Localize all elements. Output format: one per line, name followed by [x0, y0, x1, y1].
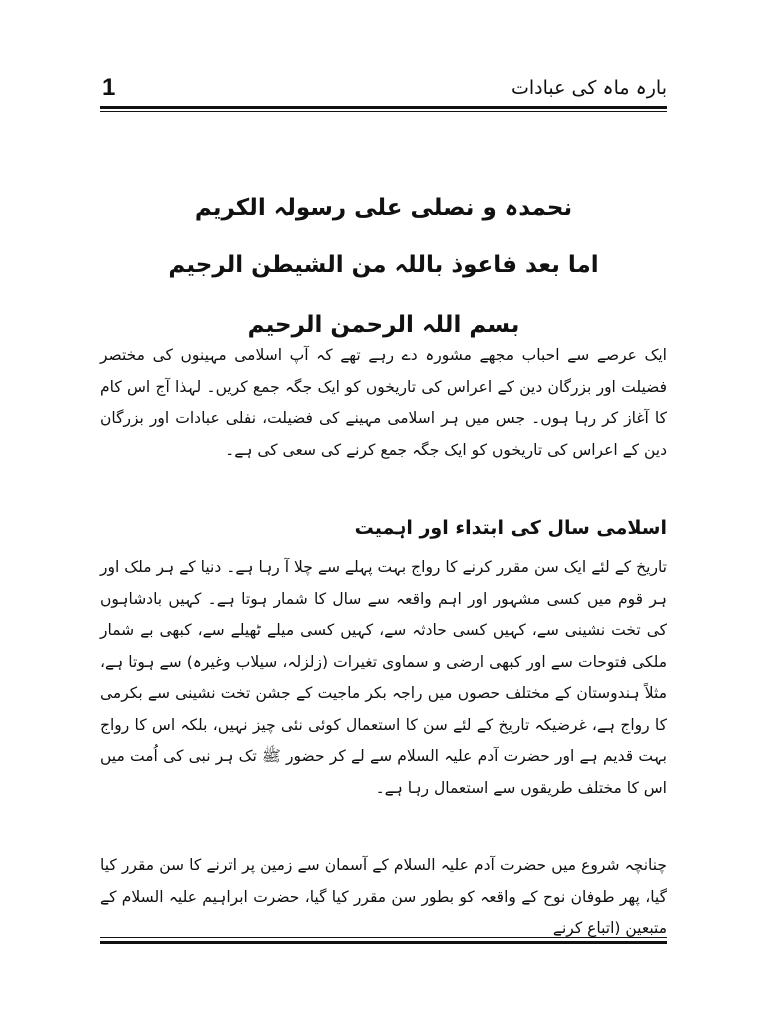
opening-praise-heading: نحمدہ و نصلی علی رسولہ الکریم [194, 195, 573, 221]
footer-rule-thick [100, 941, 667, 944]
section-paragraph: تاریخ کے لئے ایک سن مقرر کرنے کا رواج بہت پہلے سے چلا آ رہا ہے۔ دنیا کے ہر ملک اور ہر قوم میں کسی مشہور اور اہم واقعہ سے سال کا شمار ہوتا ہے۔ کہیں بادشاہوں کی تخت نشینی سے، کہیں کسی حادثہ سے، کہیں کسی میلے ٹھیلے سے، کبھی بے شمار ملکی فتوحات سے اور کبھی ارضی و سماوی تغیرات (زلزلہ، سیلاب وغیرہ) سے ہوتا ہے، مثلاً ہندوستان کے مختلف حصوں میں راجہ بکر ماجیت کے جشن تخت نشینی سے بکرمی کا رواج ہے، غرضیکہ تاریخ کے لئے سن کا استعمال کوئی نئی چیز نہیں، بلکہ اس کا رواج بہت قدیم ہے اور حضرت آدم علیہ السلام سے لے کر حضور ﷺ تک ہر نبی کی اُمت میں اس کا مختلف طریقوں سے استعمال رہا ہے۔ [100, 558, 667, 797]
footer-rule-thin [100, 937, 667, 938]
header-rule-thin [100, 111, 667, 112]
page-header [100, 70, 667, 106]
intro-paragraph: ایک عرصے سے احباب مجھے مشورہ دے رہے تھے کہ آپ اسلامی مہینوں کی مختصر فضیلت اور بزرگان دین کے اعراس کی تاریخوں کو ایک جگہ جمع کریں۔ لہذا آج اس کام کا آغاز کر رہا ہوں۔ جس میں ہر اسلامی مہینے کی فضیلت، نفلی عبادات اور بزرگان دین کے اعراس کی تاریخوں کو ایک جگہ جمع کرنے کی سعی کی ہے۔ [100, 346, 667, 459]
header-rule-thick [100, 106, 667, 109]
section-title: اسلامی سال کی ابتداء اور اہمیت [354, 517, 667, 539]
running-title: بارہ ماہ کی عبادات [511, 77, 667, 99]
page-number: 1 [102, 74, 116, 101]
basmala-heading: بسم اللہ الرحمن الرحیم [247, 312, 520, 338]
closing-paragraph: چنانچہ شروع میں حضرت آدم علیہ السلام کے آسمان سے زمین پر اترنے کا سن مقرر کیا گیا، پھر طوفان نوح کے واقعہ کو بطور سن مقرر کیا گیا، حضرت ابراہیم علیہ السلام کے متبعین (اتباع کرنے [100, 856, 667, 937]
taawwuz-heading: اما بعد فاعوذ باللہ من الشیطن الرجیم [168, 252, 599, 278]
